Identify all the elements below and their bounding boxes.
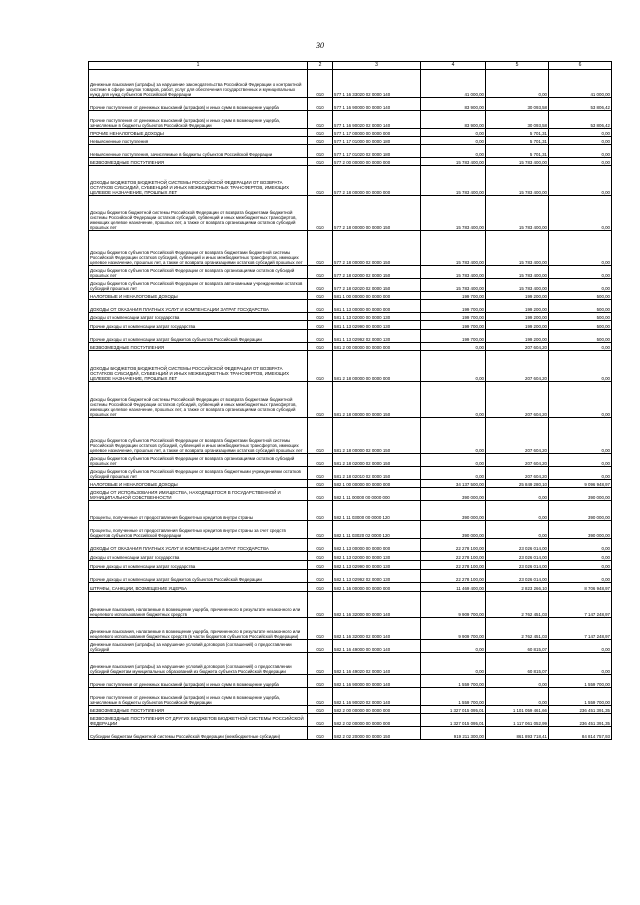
table-row (89, 618, 612, 640)
cell-col5: 207 604,20 (486, 343, 549, 351)
cell-col5: 2 762 451,03 (486, 592, 549, 618)
cell-budget-code: 581 2 00 00000 00 0000 000 (333, 343, 421, 351)
cell-col6: 0,00 (549, 552, 612, 561)
cell-name: Доходы бюджетов субъектов Российской Федерации от возврата организациями остатков субсидий прошлых лет (89, 266, 308, 279)
cell-col6: 500,00 (549, 292, 612, 300)
cell-line-code: 010 (308, 467, 333, 480)
cell-col5: 0,00 (486, 70, 549, 98)
cell-line-code: 010 (308, 70, 333, 98)
cell-line-code: 010 (308, 351, 333, 382)
cell-name: БЕЗВОЗМЕЗДНЫЕ ПОСТУПЛЕНИЯ (89, 343, 308, 351)
cell-line-code: 010 (308, 231, 333, 266)
cell-line-code: 010 (308, 158, 333, 166)
cell-name: Доходы бюджетов субъектов Российской Федерации от возврата бюджетами бюджетной системы Российской Федерации остатков субсидий, субвенций и иных межбюджетных трансфертов, имеющих целевое назначение, прошлых лет, а также от возврата организациями остатков субсидий прошлых лет (89, 418, 308, 454)
table-row (89, 653, 612, 675)
cell-col6: 84 814 757,93 (549, 727, 612, 740)
cell-name: Доходы бюджетов бюджетной системы Российской Федерации от возврата бюджетами бюджетной системы Российской Федерации остатков субсидий, субвенций и иных межбюджетных трансфертов, имеющих целевое назначение, прошлых лет, а также от возврата организациями остатков субсидий прошлых лет (89, 382, 308, 418)
table-row (89, 313, 612, 321)
cell-name: ДОХОДЫ ОТ ОКАЗАНИЯ ПЛАТНЫХ УСЛУГ И КОМПЕНСАЦИИ ЗАТРАТ ГОСУДАРСТВА (89, 539, 308, 552)
cell-col5: 0,00 (486, 688, 549, 706)
cell-budget-code: 582 2 00 00000 00 0000 000 (333, 706, 421, 714)
cell-budget-code: 581 1 13 00000 00 0000 000 (333, 300, 421, 313)
cell-line-code: 010 (308, 454, 333, 467)
cell-name: Доходы от компенсации затрат государства (89, 552, 308, 561)
cell-col5: 199 200,00 (486, 330, 549, 343)
table-row (89, 321, 612, 330)
cell-name: Доходы от компенсации затрат государства (89, 313, 308, 321)
cell-line-code: 010 (308, 618, 333, 640)
cell-col6: 0,00 (549, 570, 612, 583)
cell-line-code: 010 (308, 279, 333, 292)
cell-name: Денежные взыскания (штрафы) за нарушение условий договоров (соглашений) о предоставлении субсидий бюджетам муниципальных образований из бюджета субъекта Российской Федерации (89, 653, 308, 675)
cell-budget-code: 581 2 18 02000 02 0000 150 (333, 454, 421, 467)
cell-col6: 0,00 (549, 196, 612, 231)
cell-col6: 53 806,42 (549, 98, 612, 111)
cell-col6: 390 000,00 (549, 521, 612, 539)
table-row (89, 592, 612, 618)
cell-col6: 0,00 (549, 561, 612, 570)
cell-col4: 22 278 100,00 (421, 561, 486, 570)
table-row (89, 330, 612, 343)
cell-name: ДОХОДЫ ОТ ОКАЗАНИЯ ПЛАТНЫХ УСЛУГ И КОМПЕНСАЦИИ ЗАТРАТ ГОСУДАРСТВА (89, 300, 308, 313)
cell-budget-code: 581 1 13 02000 00 0000 130 (333, 313, 421, 321)
cell-line-code: 010 (308, 561, 333, 570)
cell-col5: 25 849 280,10 (486, 480, 549, 488)
column-header: 4 (421, 62, 486, 70)
cell-budget-code: 581 1 13 02990 00 0000 130 (333, 321, 421, 330)
cell-col5: 199 200,00 (486, 292, 549, 300)
cell-line-code: 010 (308, 539, 333, 552)
cell-line-code: 010 (308, 266, 333, 279)
cell-col6: 0,00 (549, 640, 612, 653)
table-row (89, 570, 612, 583)
cell-name: Денежные взыскания, налагаемые в возмещение ущерба, причиненного в результате незаконного или нецелевого использования бюджетных средств (89, 592, 308, 618)
cell-col6: 390 000,00 (549, 488, 612, 501)
table-row (89, 675, 612, 688)
cell-col5: 23 026 014,00 (486, 552, 549, 561)
page-number: 30 (316, 41, 324, 50)
cell-name: Доходы бюджетов бюджетной системы Российской Федерации от возврата бюджетами бюджетной системы Российской Федерации остатков субсидий, субвенций и иных межбюджетных трансфертов, имеющих целевое назначение, прошлых лет, а также от возврата организациями остатков субсидий прошлых лет (89, 196, 308, 231)
table-row (89, 714, 612, 727)
cell-col5: 0,00 (486, 488, 549, 501)
cell-budget-code: 582 1 16 49020 02 0000 140 (333, 653, 421, 675)
table-row (89, 418, 612, 454)
table-row (89, 454, 612, 467)
table-row (89, 279, 612, 292)
cell-budget-code: 581 2 18 00000 00 0000 150 (333, 382, 421, 418)
cell-col4: 15 783 400,00 (421, 279, 486, 292)
cell-line-code: 010 (308, 640, 333, 653)
cell-col4: 0,00 (421, 145, 486, 158)
cell-col5: 861 893 718,41 (486, 727, 549, 740)
cell-col4: 34 137 500,00 (421, 480, 486, 488)
cell-col6: 0,00 (549, 266, 612, 279)
cell-col5: 15 783 400,00 (486, 231, 549, 266)
cell-col6: 0,00 (549, 129, 612, 137)
cell-col4: 0,00 (421, 454, 486, 467)
cell-col4: 15 783 400,00 (421, 231, 486, 266)
cell-col6: 0,00 (549, 231, 612, 266)
cell-col6: 500,00 (549, 321, 612, 330)
cell-col4: 41 000,00 (421, 70, 486, 98)
cell-line-code: 010 (308, 313, 333, 321)
table-header-row (89, 62, 612, 70)
cell-col4: 390 000,00 (421, 521, 486, 539)
cell-col6: 390 000,00 (549, 501, 612, 521)
column-header: 6 (549, 62, 612, 70)
cell-col5: 5 701,31 (486, 137, 549, 145)
cell-col4: 0,00 (421, 343, 486, 351)
cell-name: Денежные взыскания, налагаемые в возмещение ущерба, причиненного в результате незаконного или нецелевого использования бюджетных средств (в части бюджетов субъектов Российской Федерации) (89, 618, 308, 640)
cell-line-code: 010 (308, 343, 333, 351)
cell-col5: 15 783 400,00 (486, 166, 549, 196)
cell-col5: 15 783 400,00 (486, 266, 549, 279)
cell-col5: 0,00 (486, 521, 549, 539)
table-row (89, 488, 612, 501)
cell-line-code: 010 (308, 592, 333, 618)
cell-budget-code: 577 1 16 90020 02 0000 140 (333, 111, 421, 129)
cell-budget-code: 581 2 18 00000 00 0000 000 (333, 351, 421, 382)
cell-col5: 199 200,00 (486, 300, 549, 313)
cell-col4: 919 211 300,00 (421, 727, 486, 740)
cell-col4: 1 559 700,00 (421, 688, 486, 706)
cell-col5: 30 093,58 (486, 111, 549, 129)
cell-budget-code: 582 1 13 02992 02 0000 130 (333, 570, 421, 583)
cell-name: Доходы бюджетов субъектов Российской Федерации от возврата бюджетными учреждениями остатков субсидий прошлых лет (89, 467, 308, 480)
table-row (89, 583, 612, 592)
cell-budget-code: 582 1 00 00000 00 0000 000 (333, 480, 421, 488)
cell-col6: 0,00 (549, 539, 612, 552)
cell-col6: 0,00 (549, 454, 612, 467)
cell-col4: 0,00 (421, 129, 486, 137)
cell-budget-code: 581 1 00 00000 00 0000 000 (333, 292, 421, 300)
cell-line-code: 010 (308, 418, 333, 454)
column-header: 2 (308, 62, 333, 70)
cell-col5: 207 604,20 (486, 351, 549, 382)
cell-line-code: 010 (308, 196, 333, 231)
cell-col6: 7 147 248,97 (549, 592, 612, 618)
cell-line-code: 010 (308, 675, 333, 688)
table-row (89, 501, 612, 521)
table-row (89, 231, 612, 266)
cell-col4: 83 900,00 (421, 98, 486, 111)
cell-budget-code: 582 1 16 32000 02 0000 140 (333, 618, 421, 640)
cell-budget-code: 582 1 13 00000 00 0000 000 (333, 539, 421, 552)
table-row (89, 706, 612, 714)
cell-col5: 207 604,20 (486, 454, 549, 467)
cell-budget-code: 582 1 16 90020 02 0000 140 (333, 688, 421, 706)
cell-col6: 1 559 700,00 (549, 688, 612, 706)
cell-col6: 236 451 391,35 (549, 706, 612, 714)
cell-budget-code: 577 2 18 00000 00 0000 000 (333, 166, 421, 196)
cell-col6: 41 000,00 (549, 70, 612, 98)
cell-name: Прочие поступления от денежных взысканий (штрафов) и иных сумм в возмещение ущерба, зачисляемые в бюджеты субъектов Российской Федерации (89, 688, 308, 706)
cell-line-code: 010 (308, 382, 333, 418)
cell-name: Проценты, полученные от предоставления бюджетных кредитов внутри страны за счет средств бюджетов субъектов Российской Федерации (89, 521, 308, 539)
cell-col4: 15 783 400,00 (421, 166, 486, 196)
cell-col4: 15 783 400,00 (421, 196, 486, 231)
cell-line-code: 010 (308, 521, 333, 539)
cell-name: НАЛОГОВЫЕ И НЕНАЛОГОВЫЕ ДОХОДЫ (89, 480, 308, 488)
cell-line-code: 010 (308, 570, 333, 583)
cell-line-code: 010 (308, 552, 333, 561)
cell-col4: 199 700,00 (421, 313, 486, 321)
cell-name: Субсидии бюджетам бюджетной системы Российской Федерации (межбюджетные субсидии) (89, 727, 308, 740)
cell-name: БЕЗВОЗМЕЗДНЫЕ ПОСТУПЛЕНИЯ (89, 158, 308, 166)
cell-col5: 15 783 400,00 (486, 279, 549, 292)
table-row (89, 688, 612, 706)
cell-col5: 2 823 266,10 (486, 583, 549, 592)
table-row (89, 727, 612, 740)
cell-col5: 207 604,20 (486, 467, 549, 480)
revenue-table (88, 61, 612, 740)
column-header: 1 (89, 62, 308, 70)
cell-col4: 1 327 015 095,01 (421, 706, 486, 714)
cell-col4: 1 327 015 095,01 (421, 714, 486, 727)
cell-budget-code: 582 1 16 32000 00 0000 140 (333, 592, 421, 618)
cell-line-code: 010 (308, 292, 333, 300)
cell-name: Прочие поступления от денежных взысканий (штрафов) и иных сумм в возмещение ущерба (89, 675, 308, 688)
table-row (89, 98, 612, 111)
cell-col4: 0,00 (421, 640, 486, 653)
cell-col4: 15 783 400,00 (421, 266, 486, 279)
cell-budget-code: 582 1 13 02990 00 0000 130 (333, 561, 421, 570)
cell-col5: 1 117 061 052,99 (486, 714, 549, 727)
cell-col4: 390 000,00 (421, 488, 486, 501)
table-row (89, 196, 612, 231)
cell-budget-code: 582 1 16 49000 00 0000 140 (333, 640, 421, 653)
cell-line-code: 010 (308, 653, 333, 675)
cell-col6: 0,00 (549, 145, 612, 158)
cell-name: Денежные взыскания (штрафы) за нарушение условий договоров (соглашений) о предоставлении субсидий (89, 640, 308, 653)
cell-budget-code: 582 1 11 03020 02 0000 120 (333, 521, 421, 539)
cell-col4: 199 700,00 (421, 321, 486, 330)
cell-col4: 9 909 700,00 (421, 618, 486, 640)
cell-name: Проценты, полученные от предоставления бюджетных кредитов внутри страны (89, 501, 308, 521)
cell-name: Прочие доходы от компенсации затрат государства (89, 321, 308, 330)
cell-col6: 0,00 (549, 351, 612, 382)
cell-line-code: 010 (308, 501, 333, 521)
cell-col5: 60 815,07 (486, 653, 549, 675)
cell-budget-code: 582 1 11 03000 00 0000 120 (333, 501, 421, 521)
table-row (89, 382, 612, 418)
cell-budget-code: 582 1 16 90000 00 0000 140 (333, 675, 421, 688)
cell-budget-code: 581 1 13 02992 02 0000 130 (333, 330, 421, 343)
cell-col5: 30 093,58 (486, 98, 549, 111)
cell-col6: 7 147 248,97 (549, 618, 612, 640)
cell-name: Невыясненные поступления, зачисляемые в бюджеты субъектов Российской Федерации (89, 145, 308, 158)
cell-col5: 207 604,20 (486, 418, 549, 454)
cell-col6: 0,00 (549, 158, 612, 166)
table-row (89, 145, 612, 158)
table-row (89, 552, 612, 561)
cell-line-code: 010 (308, 488, 333, 501)
cell-col6: 0,00 (549, 382, 612, 418)
cell-line-code: 010 (308, 98, 333, 111)
cell-name: ДОХОДЫ БЮДЖЕТОВ БЮДЖЕТНОЙ СИСТЕМЫ РОССИЙСКОЙ ФЕДЕРАЦИИ ОТ ВОЗВРАТА ОСТАТКОВ СУБСИДИЙ, СУБВЕНЦИЙ И ИНЫХ МЕЖБЮДЖЕТНЫХ ТРАНСФЕРТОВ, ИМЕЮЩИХ ЦЕЛЕВОЕ НАЗНАЧЕНИЕ, ПРОШЛЫХ ЛЕТ (89, 166, 308, 196)
cell-col4: 199 700,00 (421, 300, 486, 313)
cell-col6: 9 096 948,97 (549, 480, 612, 488)
table-row (89, 158, 612, 166)
cell-line-code: 010 (308, 321, 333, 330)
cell-col4: 9 909 700,00 (421, 592, 486, 618)
cell-col4: 11 469 400,00 (421, 583, 486, 592)
cell-name: Прочие доходы от компенсации затрат бюджетов субъектов Российской Федерации (89, 330, 308, 343)
cell-budget-code: 582 1 13 02000 00 0000 130 (333, 552, 421, 561)
cell-col6: 0,00 (549, 279, 612, 292)
column-header: 5 (486, 62, 549, 70)
cell-name: Доходы бюджетов субъектов Российской Федерации от возврата бюджетами бюджетной системы Российской Федерации остатков субсидий, субвенций и иных межбюджетных трансфертов, имеющих целевое назначение, прошлых лет, а также от возврата организациями остатков субсидий прошлых лет (89, 231, 308, 266)
cell-col5: 1 101 059 461,66 (486, 706, 549, 714)
cell-name: Доходы бюджетов субъектов Российской Федерации от возврата автономными учреждениями остатков субсидий прошлых лет (89, 279, 308, 292)
cell-col5: 0,00 (486, 501, 549, 521)
cell-col4: 83 900,00 (421, 111, 486, 129)
table-row (89, 300, 612, 313)
cell-col5: 199 200,00 (486, 313, 549, 321)
cell-budget-code: 582 2 02 00000 00 0000 000 (333, 714, 421, 727)
cell-col5: 199 200,00 (486, 321, 549, 330)
cell-name: Доходы бюджетов субъектов Российской Федерации от возврата организациями остатков субсидий прошлых лет (89, 454, 308, 467)
cell-budget-code: 577 2 18 00000 00 0000 150 (333, 196, 421, 231)
cell-name: НАЛОГОВЫЕ И НЕНАЛОГОВЫЕ ДОХОДЫ (89, 292, 308, 300)
table-row (89, 640, 612, 653)
cell-line-code: 010 (308, 111, 333, 129)
cell-line-code: 010 (308, 583, 333, 592)
cell-name: Денежные взыскания (штрафы) за нарушение законодательства Российской Федерации о контрактной системе в сфере закупок товаров, работ, услуг для обеспечения государственных и муниципальных нужд для нужд субъектов Российской Федерации (89, 70, 308, 98)
cell-line-code: 010 (308, 129, 333, 137)
cell-name: Прочие доходы от компенсации затрат бюджетов субъектов Российской Федерации (89, 570, 308, 583)
cell-col5: 23 026 014,00 (486, 561, 549, 570)
cell-name: Прочие поступления от денежных взысканий (штрафов) и иных сумм в возмещение ущерба (89, 98, 308, 111)
cell-col5: 60 815,07 (486, 640, 549, 653)
cell-col5: 207 604,20 (486, 382, 549, 418)
cell-budget-code: 577 1 17 00000 00 0000 000 (333, 129, 421, 137)
cell-budget-code: 582 1 16 00000 00 0000 000 (333, 583, 421, 592)
table-row (89, 137, 612, 145)
cell-col5: 5 701,31 (486, 129, 549, 137)
cell-col6: 0,00 (549, 343, 612, 351)
cell-col5: 0,00 (486, 675, 549, 688)
cell-line-code: 010 (308, 688, 333, 706)
table-row (89, 467, 612, 480)
cell-name: Прочие поступления от денежных взысканий (штрафов) и иных сумм в возмещение ущерба, зачисляемые в бюджеты субъектов Российской Федерации (89, 111, 308, 129)
cell-budget-code: 577 2 00 00000 00 0000 000 (333, 158, 421, 166)
cell-col4: 15 783 400,00 (421, 158, 486, 166)
cell-name: ДОХОДЫ БЮДЖЕТОВ БЮДЖЕТНОЙ СИСТЕМЫ РОССИЙСКОЙ ФЕДЕРАЦИИ ОТ ВОЗВРАТА ОСТАТКОВ СУБСИДИЙ, СУБВЕНЦИЙ И ИНЫХ МЕЖБЮДЖЕТНЫХ ТРАНСФЕРТОВ, ИМЕЮЩИХ ЦЕЛЕВОЕ НАЗНАЧЕНИЕ, ПРОШЛЫХ ЛЕТ (89, 351, 308, 382)
cell-col4: 199 700,00 (421, 330, 486, 343)
cell-col4: 0,00 (421, 137, 486, 145)
column-header: 3 (333, 62, 421, 70)
table-row (89, 166, 612, 196)
cell-col4: 390 000,00 (421, 501, 486, 521)
cell-col6: 0,00 (549, 467, 612, 480)
cell-col6: 0,00 (549, 166, 612, 196)
cell-budget-code: 577 1 16 90000 00 0000 140 (333, 98, 421, 111)
cell-col6: 500,00 (549, 313, 612, 321)
cell-name: БЕЗВОЗМЕЗДНЫЕ ПОСТУПЛЕНИЯ ОТ ДРУГИХ БЮДЖЕТОВ БЮДЖЕТНОЙ СИСТЕМЫ РОССИЙСКОЙ ФЕДЕРАЦИИ (89, 714, 308, 727)
cell-col6: 500,00 (549, 300, 612, 313)
cell-col6: 500,00 (549, 330, 612, 343)
table-row (89, 480, 612, 488)
cell-budget-code: 577 2 18 00000 02 0000 150 (333, 231, 421, 266)
cell-line-code: 010 (308, 137, 333, 145)
cell-col4: 0,00 (421, 467, 486, 480)
cell-budget-code: 577 1 17 01020 02 0000 180 (333, 145, 421, 158)
cell-col5: 15 783 400,00 (486, 196, 549, 231)
table-row (89, 521, 612, 539)
cell-name: ШТРАФЫ, САНКЦИИ, ВОЗМЕЩЕНИЕ УЩЕРБА (89, 583, 308, 592)
cell-col6: 0,00 (549, 418, 612, 454)
cell-col5: 15 783 400,00 (486, 158, 549, 166)
table-row (89, 129, 612, 137)
cell-col6: 53 806,42 (549, 111, 612, 129)
cell-budget-code: 577 1 16 33020 02 0000 140 (333, 70, 421, 98)
cell-col4: 0,00 (421, 418, 486, 454)
cell-col4: 1 559 700,00 (421, 675, 486, 688)
cell-budget-code: 577 2 18 02000 02 0000 150 (333, 266, 421, 279)
table-row (89, 70, 612, 98)
cell-col4: 0,00 (421, 382, 486, 418)
cell-col6: 236 451 391,35 (549, 714, 612, 727)
cell-col6: 0,00 (549, 653, 612, 675)
cell-budget-code: 577 1 17 01000 00 0000 180 (333, 137, 421, 145)
cell-line-code: 010 (308, 330, 333, 343)
cell-line-code: 010 (308, 706, 333, 714)
cell-col4: 0,00 (421, 351, 486, 382)
cell-line-code: 010 (308, 480, 333, 488)
table-row (89, 351, 612, 382)
cell-line-code: 010 (308, 300, 333, 313)
cell-col4: 22 278 100,00 (421, 570, 486, 583)
cell-col4: 0,00 (421, 653, 486, 675)
table-row (89, 266, 612, 279)
cell-col5: 5 701,31 (486, 145, 549, 158)
table-row (89, 111, 612, 129)
cell-budget-code: 582 2 02 20000 00 0000 150 (333, 727, 421, 740)
cell-name: ДОХОДЫ ОТ ИСПОЛЬЗОВАНИЯ ИМУЩЕСТВА, НАХОДЯЩЕГОСЯ В ГОСУДАРСТВЕННОЙ И МУНИЦИПАЛЬНОЙ СОБСТВЕННОСТИ (89, 488, 308, 501)
cell-line-code: 010 (308, 166, 333, 196)
cell-budget-code: 582 1 11 00000 00 0000 000 (333, 488, 421, 501)
cell-name: Прочие доходы от компенсации затрат государства (89, 561, 308, 570)
table-row (89, 539, 612, 552)
cell-line-code: 010 (308, 145, 333, 158)
table-row (89, 561, 612, 570)
cell-col4: 22 278 100,00 (421, 539, 486, 552)
cell-col6: 0,00 (549, 137, 612, 145)
cell-budget-code: 581 2 18 00000 02 0000 150 (333, 418, 421, 454)
cell-col6: 1 559 700,00 (549, 675, 612, 688)
cell-line-code: 010 (308, 727, 333, 740)
table-row (89, 292, 612, 300)
cell-col5: 23 026 014,00 (486, 539, 549, 552)
cell-col6: 8 706 948,97 (549, 583, 612, 592)
cell-line-code: 010 (308, 714, 333, 727)
cell-name: ПРОЧИЕ НЕНАЛОГОВЫЕ ДОХОДЫ (89, 129, 308, 137)
cell-col5: 2 762 451,03 (486, 618, 549, 640)
cell-col5: 23 026 014,00 (486, 570, 549, 583)
cell-col4: 22 278 100,00 (421, 552, 486, 561)
cell-name: Невыясненные поступления (89, 137, 308, 145)
cell-col4: 199 700,00 (421, 292, 486, 300)
cell-budget-code: 581 2 18 02010 02 0000 150 (333, 467, 421, 480)
cell-name: БЕЗВОЗМЕЗДНЫЕ ПОСТУПЛЕНИЯ (89, 706, 308, 714)
cell-budget-code: 577 2 18 02020 02 0000 150 (333, 279, 421, 292)
table-row (89, 343, 612, 351)
